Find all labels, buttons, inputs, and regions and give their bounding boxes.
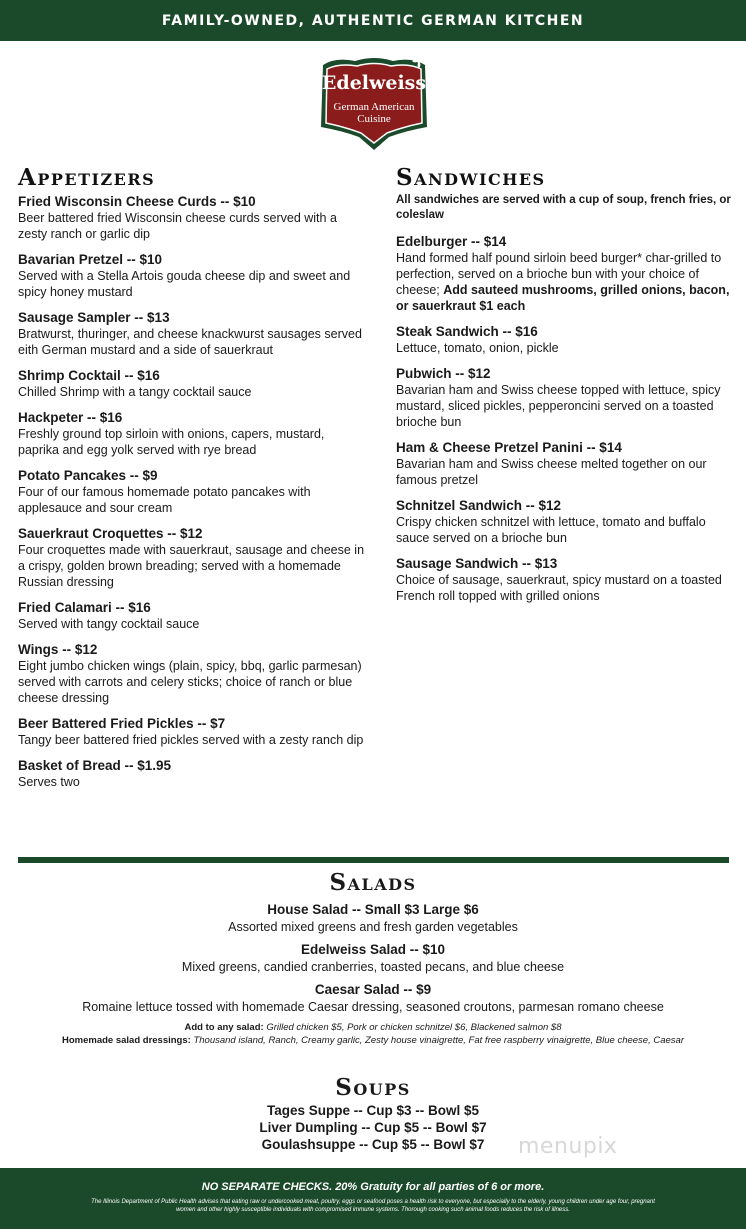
item-title: Pubwich -- $12 — [396, 366, 491, 381]
health-advisory: The Illinois Department of Public Health advises that eating raw or undercooked meat, poultry, eggs or seafood poses a health risk to everyone, but especially to the elderly, young children under age four, pregnant women and other highly susceptible individuals with compromised immune systems. Thorough cooking such animal foods reduces the risk of illness. — [91, 1199, 655, 1213]
menu-item — [18, 757, 368, 790]
menu-item — [0, 941, 746, 976]
addon-label: Add to any salad: — [184, 1022, 264, 1033]
item-description: Bratwurst, thuringer, and cheese knackwurst sausages served eith German mustard and a side of sauerkraut — [18, 327, 362, 357]
tagline: FAMILY-OWNED, AUTHENTIC GERMAN KITCHEN — [161, 12, 585, 29]
menu-item — [18, 525, 368, 590]
menu-item — [0, 901, 746, 936]
menu-item — [396, 233, 736, 314]
item-title: Ham & Cheese Pretzel Panini -- $14 — [396, 440, 622, 455]
item-title: Basket of Bread -- $1.95 — [18, 758, 172, 773]
menu-item — [18, 599, 368, 632]
logo-subtitle — [315, 101, 433, 125]
item-description: Four of our famous homemade potato pancakes with applesauce and sour cream — [18, 485, 311, 515]
watermark: menupix — [518, 1134, 618, 1159]
menu-item — [396, 365, 736, 430]
menu-item — [18, 193, 368, 242]
item-description-text: Hand formed half pound sirloin beed burger* char-grilled to perfection, served on a brioche bun with your choice of cheese; — [396, 251, 722, 297]
item-title: Bavarian Pretzel -- $10 — [18, 252, 163, 267]
salads-heading: Salads — [329, 869, 417, 896]
item-title: Steak Sandwich -- $16 — [396, 324, 538, 339]
item-title: Schnitzel Sandwich -- $12 — [396, 498, 562, 513]
menu-item — [18, 467, 368, 516]
logo-subtitle-line1: German American — [333, 101, 415, 113]
item-title: Potato Pancakes -- $9 — [18, 468, 158, 483]
item-description — [396, 250, 736, 314]
item-title: Hackpeter -- $16 — [18, 410, 123, 425]
item-description: Chilled Shrimp with a tangy cocktail sauce — [18, 385, 252, 399]
soup-item: Liver Dumpling -- Cup $5 -- Bowl $7 — [259, 1120, 487, 1135]
item-title: Caesar Salad -- $9 — [314, 982, 432, 997]
item-description: Served with a Stella Artois gouda cheese dip and sweet and spicy honey mustard — [18, 269, 351, 299]
menu-item — [18, 309, 368, 358]
sandwiches-section — [396, 165, 736, 613]
item-description: Bavarian ham and Swiss cheese melted together on our famous pretzel — [396, 457, 707, 487]
item-description: Beer battered fried Wisconsin cheese curds served with a zesty ranch or garlic dip — [18, 211, 337, 241]
soups-section — [0, 1074, 746, 1153]
sandwiches-note: All sandwiches are served with a cup of soup, french fries, or coleslaw — [396, 194, 731, 221]
item-description: Mixed greens, candied cranberries, toasted pecans, and blue cheese — [181, 960, 565, 974]
menu-item — [0, 981, 746, 1016]
item-title: Edelburger -- $14 — [396, 234, 507, 249]
appetizers-heading: Appetizers — [18, 164, 156, 191]
item-title: Fried Wisconsin Cheese Curds -- $10 — [18, 194, 256, 209]
item-description: Tangy beer battered fried pickles served with a zesty ranch dip — [18, 733, 364, 747]
sandwiches-heading: Sandwiches — [396, 164, 546, 191]
item-title: Fried Calamari -- $16 — [18, 600, 151, 615]
menu-item — [18, 641, 368, 706]
menu-item — [18, 715, 368, 748]
item-description: Bavarian ham and Swiss cheese topped with lettuce, spicy mustard, sliced pickles, pepperoncini served on a toasted brioche bun — [396, 383, 721, 429]
item-title: Wings -- $12 — [18, 642, 98, 657]
item-title: Edelweiss Salad -- $10 — [300, 942, 446, 957]
menu-item — [18, 367, 368, 400]
section-divider — [18, 857, 729, 863]
item-description: Served with tangy cocktail sauce — [18, 617, 200, 631]
item-description: Eight jumbo chicken wings (plain, spicy, bbq, garlic parmesan) served with carrots and celery sticks; choice of ranch or blue cheese dressing — [18, 659, 362, 705]
item-description: Serves two — [18, 775, 80, 789]
salad-addons — [0, 1021, 746, 1034]
item-description: Choice of sausage, sauerkraut, spicy mustard on a toasted French roll topped with grilled onions — [396, 573, 722, 603]
item-description-addon: Add sauteed mushrooms, grilled onions, bacon, or sauerkraut $1 each — [396, 283, 730, 313]
addon-text: Grilled chicken $5, Pork or chicken schnitzel $6, Blackened salmon $8 — [266, 1022, 562, 1033]
dressings-label: Homemade salad dressings: — [61, 1035, 191, 1046]
menu-item — [396, 555, 736, 604]
bottom-banner — [0, 1168, 746, 1229]
dressings-text: Thousand island, Ranch, Creamy garlic, Zesty house vinaigrette, Fat free raspberry vinaigrette, Blue cheese, Caesar — [193, 1035, 684, 1046]
menu-item — [18, 251, 368, 300]
item-description: Lettuce, tomato, onion, pickle — [396, 341, 559, 355]
item-title: Sausage Sandwich -- $13 — [396, 556, 558, 571]
soups-heading: Soups — [335, 1074, 411, 1101]
item-description: Romaine lettuce tossed with homemade Caesar dressing, seasoned croutons, parmesan romano cheese — [82, 1000, 664, 1014]
logo-name: Edelweiss — [321, 72, 427, 94]
item-title: Sauerkraut Croquettes -- $12 — [18, 526, 203, 541]
menu-item — [396, 497, 736, 546]
logo-subtitle-line2: Cuisine — [357, 113, 391, 125]
item-title: Beer Battered Fried Pickles -- $7 — [18, 716, 226, 731]
soup-item: Tages Suppe -- Cup $3 -- Bowl $5 — [266, 1103, 480, 1118]
menu-item — [396, 323, 736, 356]
salads-section — [0, 869, 746, 1047]
item-title: Sausage Sampler -- $13 — [18, 310, 170, 325]
salad-dressings — [0, 1034, 746, 1047]
edelweiss-logo — [315, 55, 433, 150]
item-description: Crispy chicken schnitzel with lettuce, tomato and buffalo sauce served on a brioche bun — [396, 515, 706, 545]
appetizers-section — [18, 165, 368, 799]
item-title: Shrimp Cocktail -- $16 — [18, 368, 160, 383]
menu-item — [396, 439, 736, 488]
top-banner — [0, 0, 746, 41]
menu-item — [18, 409, 368, 458]
item-title: House Salad -- Small $3 Large $6 — [267, 902, 479, 917]
item-description: Four croquettes made with sauerkraut, sausage and cheese in a crispy, golden brown breading; served with a homemade Russian dressing — [18, 543, 365, 589]
soup-item: Goulashsuppe -- Cup $5 -- Bowl $7 — [261, 1137, 485, 1152]
item-description: Assorted mixed greens and fresh garden vegetables — [228, 920, 518, 934]
gratuity-notice: NO SEPARATE CHECKS. 20% Gratuity for all parties of 6 or more. — [201, 1181, 545, 1193]
item-description: Freshly ground top sirloin with onions, capers, mustard, paprika and egg yolk served with rye bread — [18, 427, 325, 457]
